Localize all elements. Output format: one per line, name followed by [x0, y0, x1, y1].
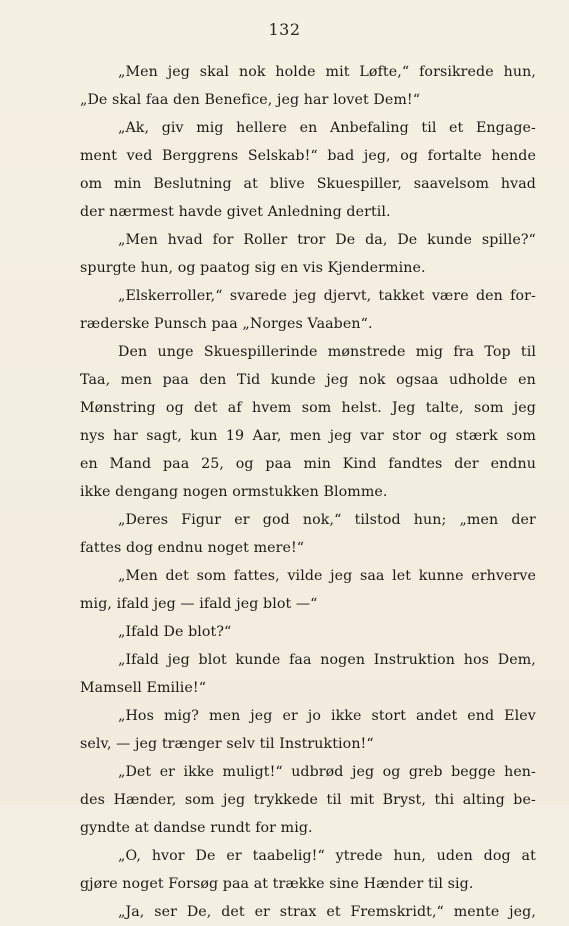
text-line: Den unge Skuespillerinde mønstrede mig fra Top til	[118, 344, 536, 360]
text-line: „Deres Figur er god nok,“ tilstod hun; „men der	[118, 512, 536, 528]
text-line: ment ved Berggrens Selskab!“ bad jeg, og fortalte hende	[80, 148, 536, 164]
text-line: „Men det som fattes, vilde jeg saa let kunne erhverve	[118, 568, 536, 584]
text-line: Mamsell Emilie!“	[80, 680, 207, 696]
text-line: Taa, men paa den Tid kunde jeg nok ogsaa udholde en	[80, 372, 536, 388]
text-line: selv, — jeg trænger selv til Instruktion!“	[80, 736, 374, 752]
text-line: „Elskerroller,“ svarede jeg djervt, takket være den for-	[118, 288, 536, 304]
text-line: „Men hvad for Roller tror De da, De kunde spille?“	[118, 232, 536, 248]
text-line: „Hos mig? men jeg er jo ikke stort andet end Elev	[118, 708, 536, 724]
text-line: „Men jeg skal nok holde mit Løfte,“ forsikrede hun,	[118, 64, 536, 80]
text-line: „Ja, ser De, det er strax et Fremskridt,“ mente jeg,	[118, 904, 536, 920]
text-line: mig, ifald jeg — ifald jeg blot —“	[80, 596, 318, 612]
text-line: Mønstring og det af hvem som helst. Jeg talte, som jeg	[80, 400, 536, 416]
page-number: 132	[268, 20, 301, 39]
text-line: en Mand paa 25, og paa min Kind fandtes der endnu	[80, 456, 536, 472]
text-line: des Hænder, som jeg trykkede til mit Bryst, thi alting be-	[80, 792, 536, 808]
text-line: „O, hvor De er taabelig!“ ytrede hun, uden dog at	[118, 848, 536, 864]
text-line: „Ak, giv mig hellere en Anbefaling til et Engage-	[118, 120, 536, 136]
text-line: ræderske Punsch paa „Norges Vaaben“.	[80, 316, 373, 332]
text-line: om min Beslutning at blive Skuespiller, saavelsom hvad	[80, 176, 536, 192]
text-line: fattes dog endnu noget mere!“	[80, 540, 305, 556]
text-line: „Ifald jeg blot kunde faa nogen Instruktion hos Dem,	[118, 652, 536, 668]
text-line: spurgte hun, og paatog sig en vis Kjendermine.	[80, 260, 426, 276]
text-line: ikke dengang nogen ormstukken Blomme.	[80, 484, 388, 500]
text-line: gyndte at dandse rundt for mig.	[80, 820, 313, 836]
text-line: „Det er ikke muligt!“ udbrød jeg og greb begge hen-	[118, 764, 536, 780]
body-text	[80, 58, 536, 926]
text-line: nys har sagt, kun 19 Aar, men jeg var stor og stærk som	[80, 428, 536, 444]
text-line: der nærmest havde givet Anledning dertil.	[80, 204, 391, 220]
text-line: „Ifald De blot?“	[118, 624, 232, 640]
text-line: „De skal faa den Benefice, jeg har lovet Dem!“	[80, 92, 421, 108]
text-line: gjøre noget Forsøg paa at trække sine Hænder til sig.	[80, 876, 474, 892]
